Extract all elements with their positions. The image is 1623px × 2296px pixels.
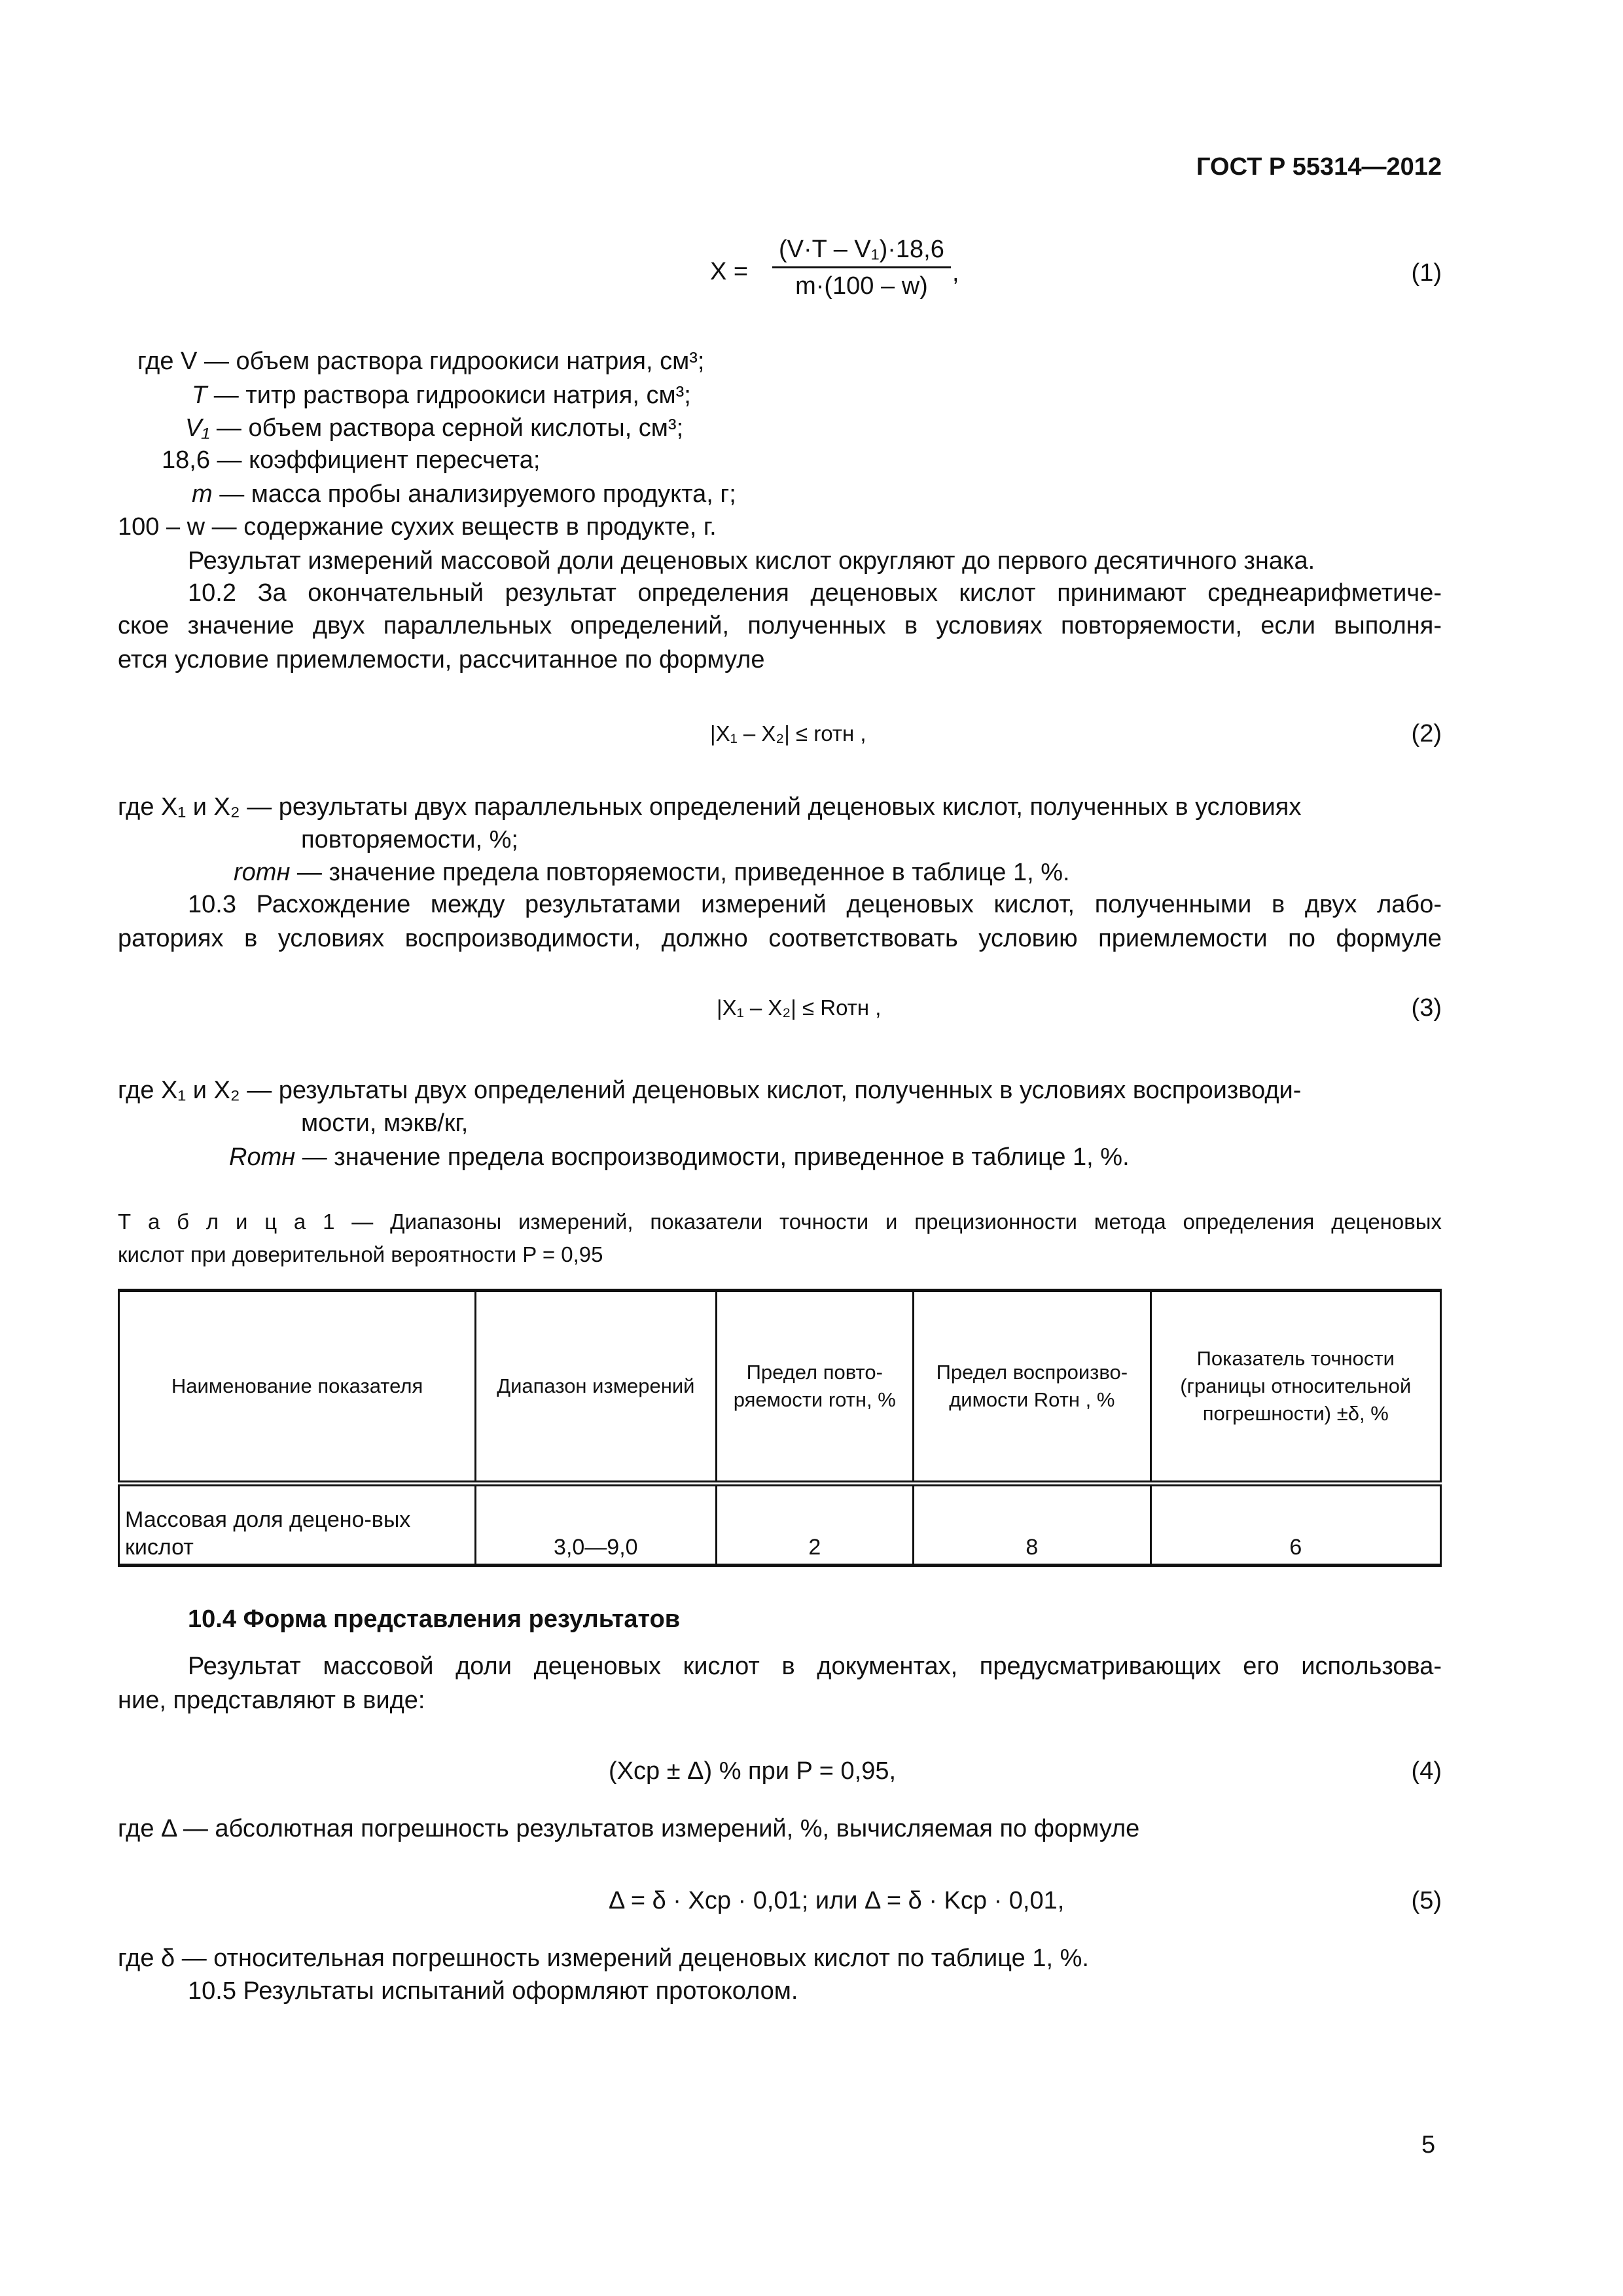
legend-1-line xyxy=(137,345,704,378)
legend-2-line: где X₁ и X₂ — результаты двух параллельных определений деценовых кислот, полученных в условиях xyxy=(118,793,1302,821)
formula-1-denominator: m·(100 – w) xyxy=(795,272,928,300)
table-header: Диапазон измерений xyxy=(476,1291,716,1484)
formula-4: (Xср ± Δ) % при P = 0,95, xyxy=(609,1757,897,1785)
paragraph-delta-rel: где δ — относительная погрешность измерений деценовых кислот по таблице 1, %. xyxy=(118,1945,1089,1972)
table-cell: 2 xyxy=(716,1484,914,1566)
table-cell: 6 xyxy=(1150,1484,1440,1566)
legend-symbol: 18,6 xyxy=(162,446,210,474)
table-header: Наименование показателя xyxy=(119,1291,476,1484)
formula-2-number: (2) xyxy=(1411,720,1442,747)
legend-text: — коэффициент пересчета; xyxy=(217,446,541,474)
formula-3: |X₁ – X₂| ≤ Rотн , xyxy=(717,996,882,1020)
formula-2: |X₁ – X₂| ≤ rотн , xyxy=(710,721,866,745)
formula-3-number: (3) xyxy=(1411,994,1442,1022)
legend-1-line xyxy=(192,478,736,511)
table-header: Предел повто-ряемости rотн, % xyxy=(716,1291,914,1484)
legend-1-line xyxy=(162,444,540,476)
paragraph-delta: где Δ — абсолютная погрешность результатов измерений, %, вычисляемая по формуле xyxy=(118,1815,1140,1842)
paragraph-10-5: 10.5 Результаты испытаний оформляют протоколом. xyxy=(188,1977,798,2005)
formula-1-fraction xyxy=(772,236,951,300)
paragraph-10-2: 10.2 За окончательный результат определения деценовых кислот принимают среднеарифметиче- xyxy=(188,579,1442,607)
paragraph-rounding: Результат измерений массовой доли деценовых кислот округляют до первого десятичного знака. xyxy=(188,547,1315,575)
page-number: 5 xyxy=(1421,2131,1436,2159)
table-header: Показатель точности (границы относительной погрешности) ±δ, % xyxy=(1150,1291,1440,1484)
paragraph-10-4: Результат массовой доли деценовых кислот в документах, предусматривающих его использова- xyxy=(188,1653,1442,1680)
formula-5-number: (5) xyxy=(1411,1887,1442,1914)
table-cell: 8 xyxy=(914,1484,1151,1566)
legend-text: — объем раствора гидроокиси натрия, см³; xyxy=(204,348,705,375)
table-header-row xyxy=(119,1291,1441,1484)
table-header: Предел воспроизво-димости Rотн , % xyxy=(914,1291,1151,1484)
formula-1-numerator: (V·T – V₁)·18,6 xyxy=(772,236,951,268)
table-cell: 3,0—9,0 xyxy=(476,1484,716,1566)
paragraph-10-4: ние, представляют в виде: xyxy=(118,1687,425,1714)
legend-text: — объем раствора серной кислоты, см³; xyxy=(216,414,684,442)
table-caption: Т а б л и ц а 1 — Диапазоны измерений, показатели точности и прецизионности метода определения деценовых xyxy=(118,1210,1442,1234)
legend-1-line xyxy=(185,412,683,444)
table-row xyxy=(119,1484,1441,1566)
table-1 xyxy=(118,1289,1442,1567)
legend-text: — титр раствора гидроокиси натрия, см³; xyxy=(213,382,691,409)
section-10-4-title: 10.4 Форма представления результатов xyxy=(188,1605,681,1633)
formula-1-comma: , xyxy=(952,259,959,287)
legend-3-line: где X₁ и X₂ — результаты двух определений деценовых кислот, полученных в условиях воспроизводи- xyxy=(118,1077,1302,1104)
legend-1-line xyxy=(118,511,717,543)
paragraph-10-3: 10.3 Расхождение между результатами измерений деценовых кислот, полученными в двух лабо- xyxy=(188,891,1442,918)
legend-symbol: где V xyxy=(137,348,198,375)
formula-4-number: (4) xyxy=(1411,1757,1442,1785)
formula-5: Δ = δ · Xср · 0,01; или Δ = δ · Kср · 0,01, xyxy=(609,1887,1065,1914)
table-cell: Массовая доля децено-вых кислот xyxy=(119,1484,476,1566)
formula-1-lhs: X = xyxy=(710,258,749,285)
paragraph-10-2: ется условие приемлемости, рассчитанное по формуле xyxy=(118,646,765,673)
legend-symbol: V₁ xyxy=(185,414,210,442)
legend-2-line: rотн — значение предела повторяемости, приведенное в таблице 1, %. xyxy=(234,859,1070,886)
table-caption: кислот при доверительной вероятности P = 0,95 xyxy=(118,1242,603,1266)
legend-symbol: m xyxy=(192,480,213,508)
paragraph-10-2: ское значение двух параллельных определений, полученных в условиях повторяемости, если выполня- xyxy=(118,612,1442,639)
formula-1-number: (1) xyxy=(1411,259,1442,287)
legend-1-line xyxy=(192,379,691,412)
legend-text: — масса пробы анализируемого продукта, г; xyxy=(219,480,736,508)
legend-text: — содержание сухих веществ в продукте, г. xyxy=(211,513,717,541)
document-code: ГОСТ Р 55314—2012 xyxy=(1196,153,1442,181)
legend-symbol: 100 – w xyxy=(118,513,205,541)
paragraph-10-3: раториях в условиях воспроизводимости, должно соответствовать условию приемлемости по формуле xyxy=(118,925,1442,952)
legend-3-cont: мости, мэкв/кг, xyxy=(301,1109,469,1137)
legend-3-line: Rотн — значение предела воспроизводимости, приведенное в таблице 1, %. xyxy=(229,1143,1130,1171)
legend-symbol: T xyxy=(192,382,207,409)
legend-2-cont: повторяемости, %; xyxy=(301,826,518,853)
